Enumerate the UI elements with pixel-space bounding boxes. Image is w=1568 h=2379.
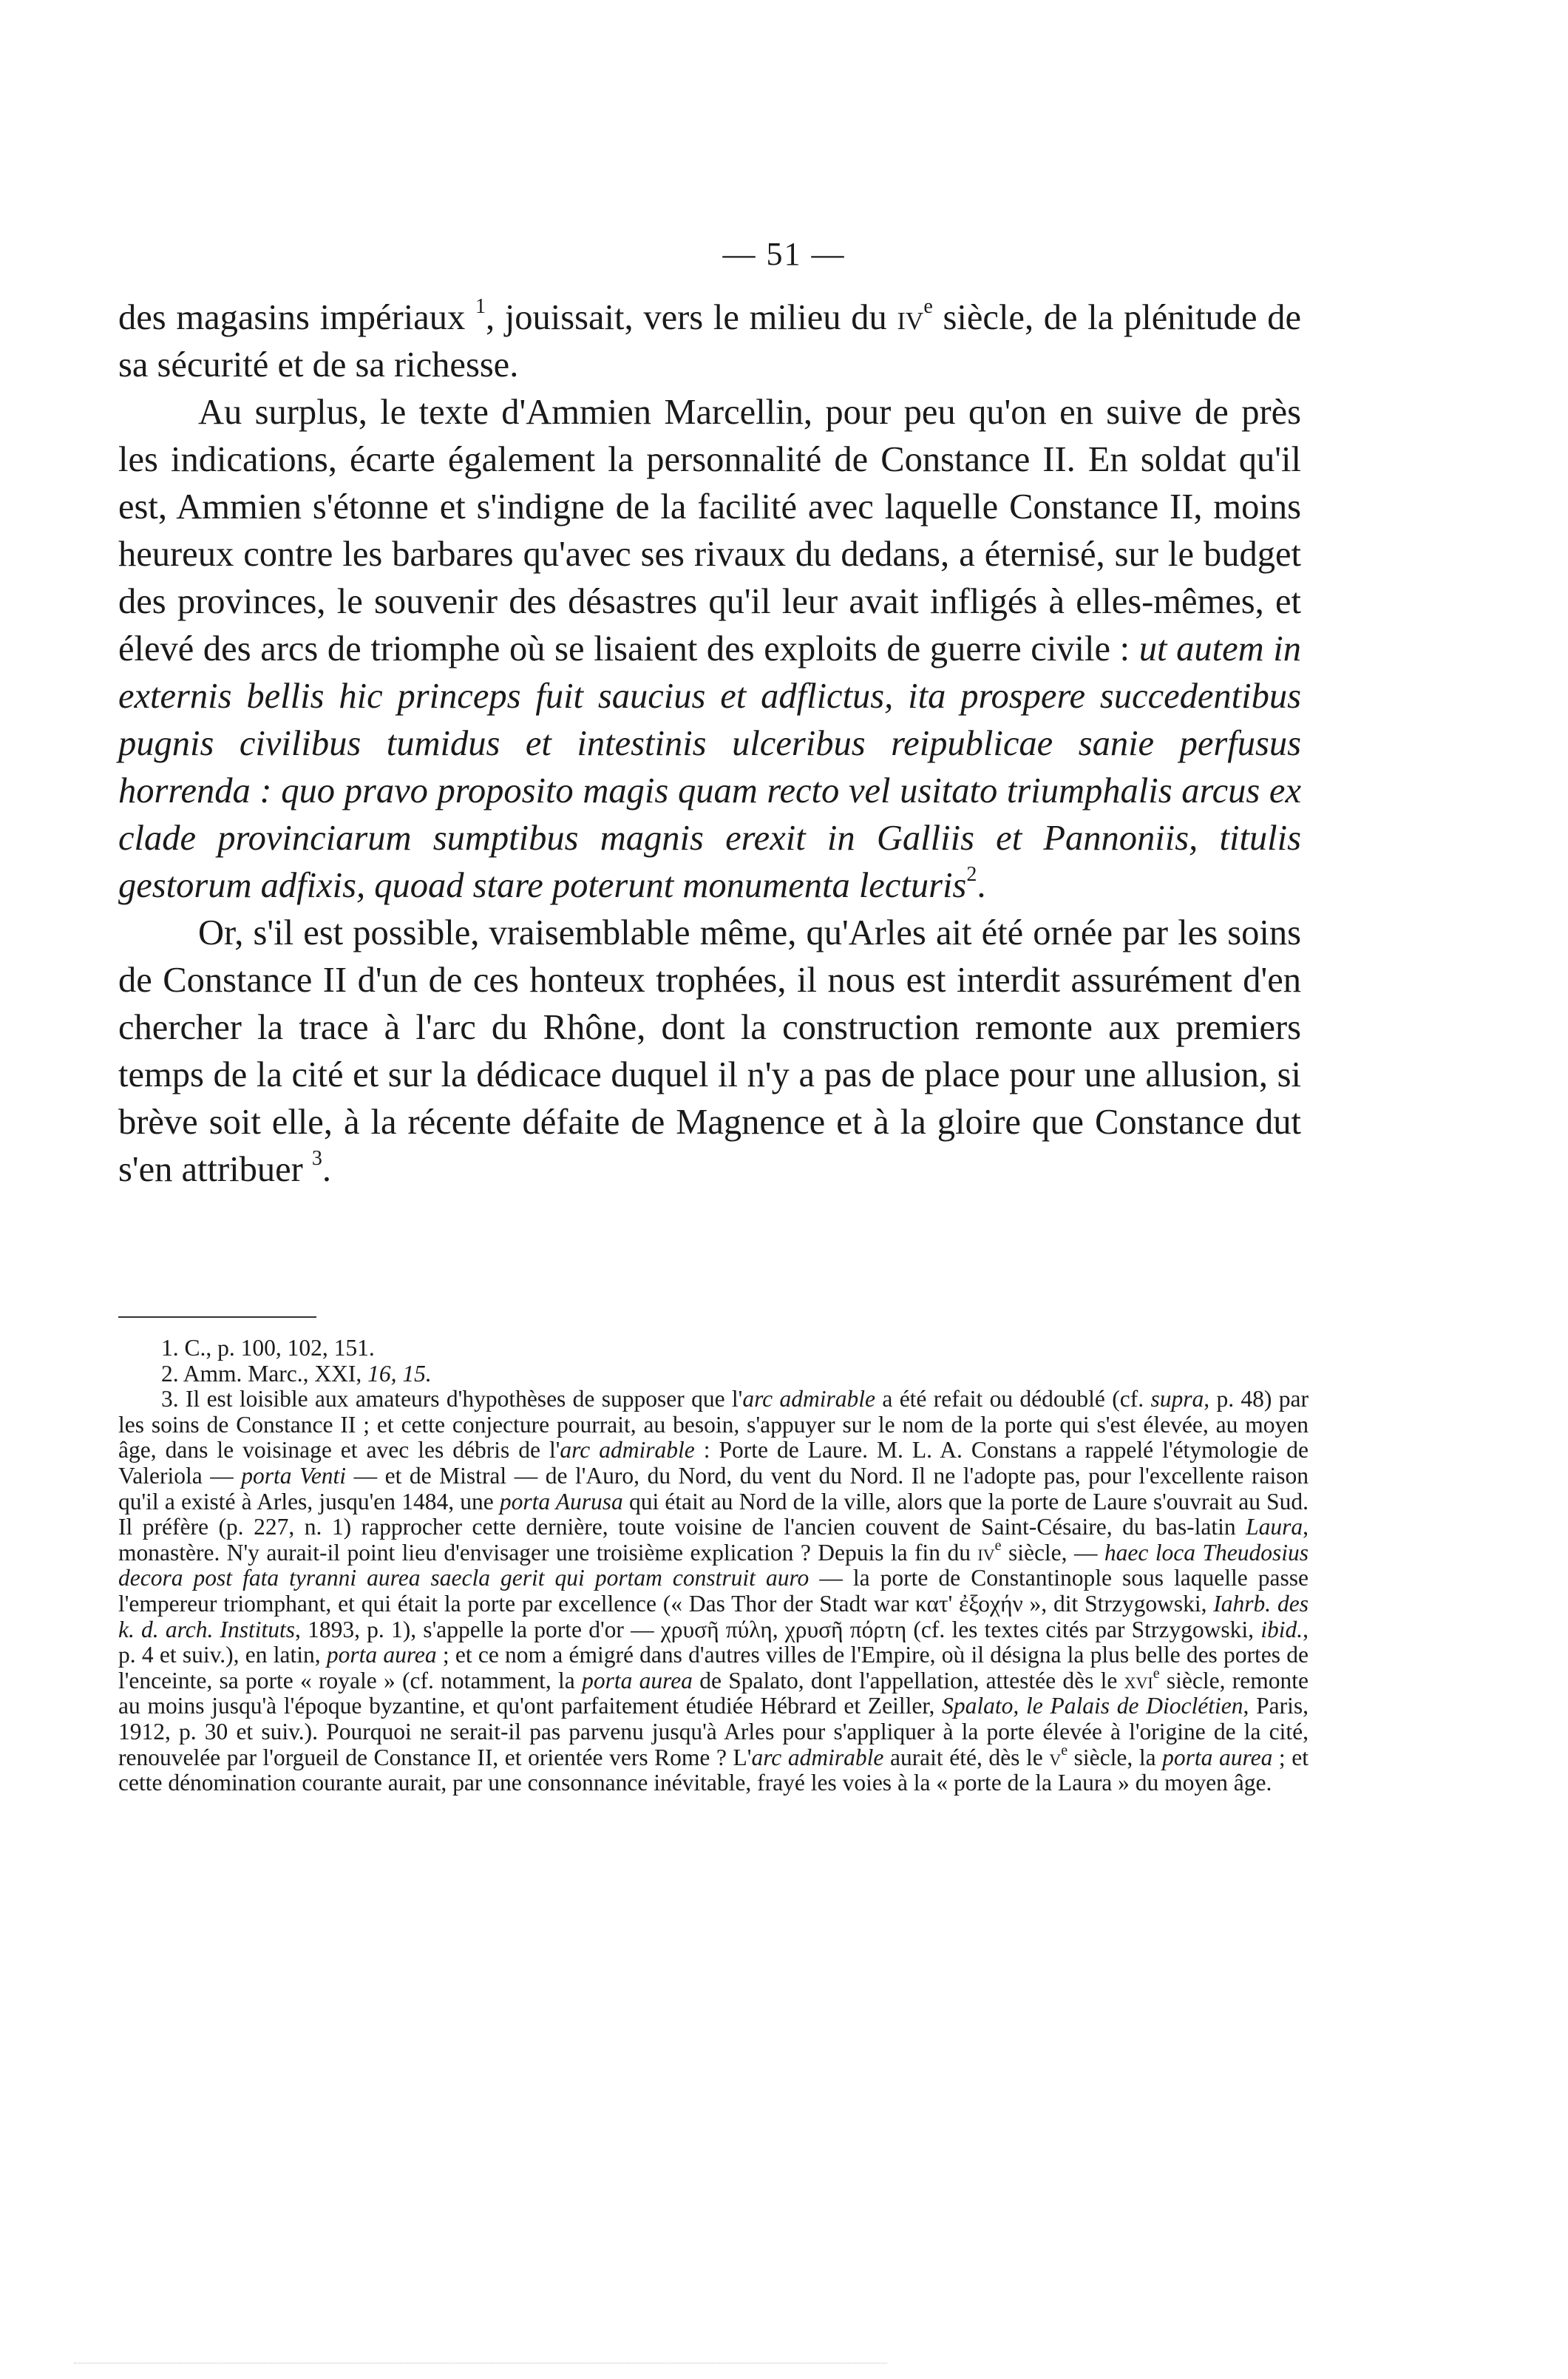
fn3-seg-ital: porta aurea — [326, 1642, 437, 1668]
fn3-seg: de Spalato, dont l'appellation, attestée dès le — [692, 1667, 1124, 1693]
footnotes — [118, 1336, 1309, 1796]
paragraph-1-text: des magasins impériaux — [118, 298, 475, 337]
fn3-seg-ital: haec loca Theudosius decora post fata tyranni aurea saecla gerit qui portam construit auro — [118, 1539, 1309, 1591]
fn3-century: xvi — [1124, 1667, 1153, 1693]
fn3-seg: aurait été, dès le — [883, 1744, 1050, 1770]
fn3-seg: ; et ce nom a émigré dans d'autres villes de l'Empire, où il désigna la plus belle des portes de l'enceinte, sa porte « royale » (cf. notamment, la — [118, 1642, 1309, 1693]
paragraph-2-end: . — [977, 866, 986, 905]
paragraph-2-text: Au surplus, le texte d'Ammien Marcellin, pour peu qu'on en suive de près les indications, écarte également la personnalité de Constance II. En soldat qu'il est, Ammien s'étonne et s'indigne de la facilité avec laquelle Constance II, moins heureux contre les barbares qu'avec ses rivaux du dedans, a éternisé, sur le budget des provinces, le souvenir des désastres qu'il leur avait infligés à elles-mêmes, et élevé des arcs de triomphe où se lisaient des exploits de guerre civile : — [118, 393, 1301, 669]
fn3-century: iv — [977, 1539, 995, 1566]
fn3-seg: siècle, — — [1001, 1539, 1104, 1566]
fn3-seg-ital: ibid. — [1260, 1616, 1303, 1642]
fn3-seg-ital: porta aurea — [1162, 1744, 1273, 1770]
paragraph-1-text-b: , jouissait, vers le milieu du — [485, 298, 897, 337]
fn3-century-sup: e — [1061, 1742, 1068, 1759]
fn3-seg: , 1893, p. 1), s'appelle la porte d'or — χρυσῆ πύλη, χρυσῆ πόρτη (cf. les textes cités par Strzygowski, — [295, 1616, 1261, 1642]
fn3-seg: siècle, la — [1068, 1744, 1163, 1770]
fn3-seg-ital: Laura — [1246, 1514, 1303, 1540]
paragraph-3-text: Or, s'il est possible, vraisemblable même, qu'Arles ait été ornée par les soins de Constance II d'un de ces honteux trophées, il nous est interdit assurément d'en chercher la trace à l'arc du Rhône, dont la construction remonte aux premiers temps de la cité et sur la dédicace duquel il n'y a pas de place pour une allusion, si brève soit elle, à la récente défaite de Magnence et à la gloire que Constance dut s'en attribuer — [118, 913, 1301, 1189]
century-superscript: e — [923, 295, 933, 318]
footnote-ref-3[interactable]: 3 — [311, 1147, 322, 1170]
fn3-seg: 3. Il est loisible aux amateurs d'hypothèses de supposer que l' — [161, 1386, 743, 1412]
fn3-century-sup: e — [1153, 1665, 1160, 1682]
fn3-seg-ital: porta Aurusa — [499, 1488, 623, 1515]
scan-bottom-edge — [74, 2363, 887, 2366]
fn3-seg: — et de Mistral — de l'Auro, du Nord, du vent du Nord. Il ne l'adopte pas, pour l'excellente raison qu'il a existé à Arles, jusqu'en 1484, une — [118, 1462, 1309, 1515]
footnote-2 — [118, 1361, 1309, 1387]
fn3-seg: , Paris, 1912, p. 30 et suiv.). Pourquoi ne serait-il pas parvenu jusqu'à Arles pour s'appliquer à la porte élevée à l'origine de la cité, renouvelée par l'orgueil de Constance II, et orientée vers Rome ? L' — [118, 1693, 1309, 1770]
main-text — [118, 294, 1301, 1194]
footnote-2-ref: 16, 15. — [367, 1360, 432, 1387]
paragraph-1-text-c: siècle, de la plénitude de sa sécurité et de sa richesse. — [118, 298, 1302, 385]
footnote-3 — [118, 1387, 1309, 1796]
fn3-seg: ; et cette dénomination courante aurait, par une consonnance inévitable, frayé les voies à la « porte de la Laura » du moyen âge. — [118, 1744, 1309, 1796]
fn3-seg-ital: porta aurea — [582, 1667, 693, 1693]
fn3-seg: — la porte de Constantinople sous laquelle passe l'empereur triomphant, et qui était la porte par excellence (« Das Thor der Stadt war κατ' ἐξοχήν », dit Strzygowski, — [118, 1565, 1309, 1617]
fn3-seg: a été refait ou dédoublé (cf. — [875, 1386, 1151, 1412]
paragraph-3 — [118, 910, 1301, 1194]
paragraph-1 — [118, 294, 1301, 389]
fn3-century-sup: e — [994, 1537, 1002, 1554]
fn3-seg-ital: arc admirable — [751, 1744, 884, 1770]
fn3-seg: : Porte de Laure. M. L. A. Constans a rappelé l'étymologie de Valeriola — — [118, 1437, 1309, 1489]
fn3-seg-ital: supra — [1150, 1386, 1204, 1412]
footnote-1: 1. C., p. 100, 102, 151. — [161, 1335, 375, 1361]
fn3-seg-ital: Spalato, le Palais de Dioclétien — [942, 1693, 1243, 1719]
fn3-seg: , p. 4 et suiv.), en latin, — [118, 1616, 1309, 1668]
footnote-2-source: 2. Amm. Marc., XXI, — [161, 1360, 368, 1387]
fn3-seg-ital: porta Venti — [241, 1462, 347, 1489]
paragraph-3-end: . — [322, 1150, 332, 1189]
footnote-ref-1[interactable]: 1 — [475, 295, 486, 318]
latin-quotation: ut autem in externis bellis hic princeps fuit saucius et adflictus, ita prospere succedentibus pugnis civilibus tumidus et intestinis ulceribus reipublicae sanie perfusus horrenda : quo pravo proposito magis quam recto vel usitato triumphalis arcus ex clade provinciarum sumptibus magnis erexit in Galliis et Pannoniis, titulis gestorum adfixis, quoad stare poterunt monumenta lecturis — [118, 629, 1301, 905]
fn3-seg-ital: arc admirable — [742, 1386, 876, 1412]
fn3-century: v — [1049, 1744, 1062, 1770]
fn3-seg-ital: Iahrb. des k. d. arch. Instituts — [118, 1590, 1309, 1642]
fn3-seg: qui était au Nord de la ville, alors que la porte de Laure s'ouvrait au Sud. Il préfère (p. 227, n. 1) rapprocher cette dernière, toute voisine de l'ancien couvent de Saint-Césaire, du bas-latin — [118, 1488, 1309, 1540]
fn3-seg: , p. 48) par les soins de Constance II ; et cette conjecture pourrait, au besoin, s'appuyer sur le nom de la porte qui s'est élevée, au moyen âge, dans le voisinage et avec les débris de l' — [118, 1386, 1309, 1463]
footnote-separator — [118, 1316, 316, 1318]
fn3-seg: siècle, remonte au moins jusqu'à l'époque byzantine, et qu'ont parfaitement étudiée Hébrard et Zeiller, — [118, 1667, 1309, 1719]
paragraph-2 — [118, 389, 1301, 910]
fn3-seg: , monastère. N'y aurait-il point lieu d'envisager une troisième explication ? Depuis la fin du — [118, 1514, 1309, 1566]
century-numeral: iv — [897, 298, 924, 337]
fn3-seg-ital: arc admirable — [560, 1437, 695, 1463]
page-number: — 51 — — [722, 236, 846, 272]
footnote-ref-2[interactable]: 2 — [966, 863, 977, 886]
